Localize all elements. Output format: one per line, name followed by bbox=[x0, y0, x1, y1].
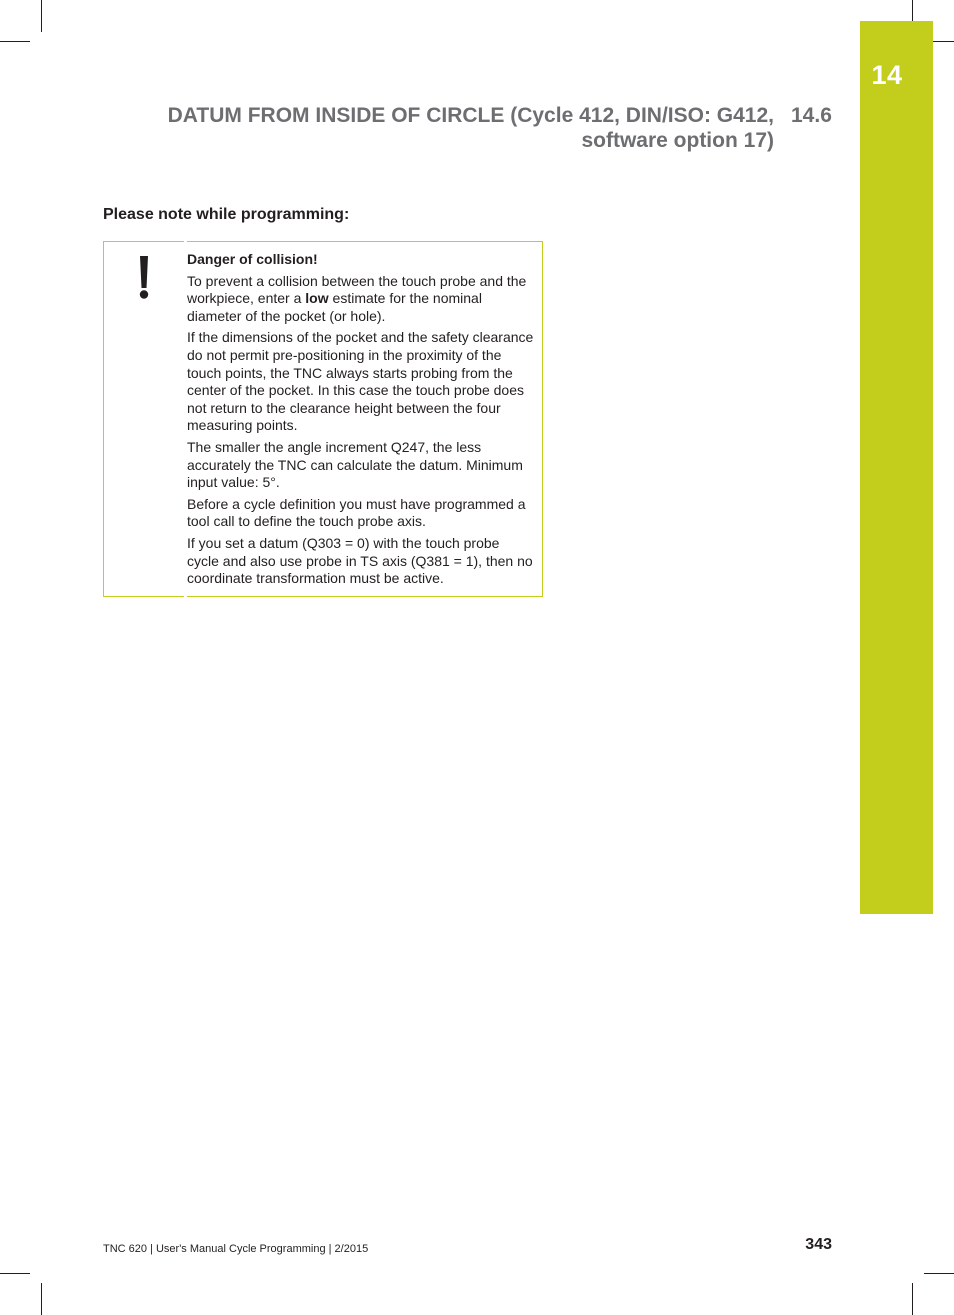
crop-mark bbox=[41, 1283, 42, 1315]
crop-mark bbox=[912, 1283, 913, 1315]
text-run: To prevent a collision between the touch probe and the workpiece, enter a bbox=[187, 272, 527, 307]
header-title-line2: software option 17) bbox=[581, 129, 774, 152]
emphasis-text: low bbox=[305, 290, 329, 307]
crop-mark bbox=[41, 0, 42, 32]
warning-paragraph: Before a cycle definition you must have programmed a tool call to define the touch probe axis. bbox=[187, 495, 526, 530]
section-number: 14.6 bbox=[791, 104, 832, 127]
crop-mark bbox=[924, 1273, 954, 1274]
header-title-line1: DATUM FROM INSIDE OF CIRCLE (Cycle 412, DIN/ISO: G412, bbox=[167, 104, 774, 127]
crop-mark bbox=[0, 41, 30, 42]
warning-paragraph: If the dimensions of the pocket and the safety clearance do not permit pre-positioning in the proximity of the touch points, the TNC always starts probing from the center of the pocket. In this case the touch probe does not return to the clearance height between the four measuring points. bbox=[187, 329, 534, 434]
warning-box bbox=[103, 241, 543, 597]
page-number: 343 bbox=[805, 1236, 832, 1253]
crop-mark bbox=[0, 1273, 30, 1274]
warning-paragraph: If you set a datum (Q303 = 0) with the touch probe cycle and also use probe in TS axis (Q381 = 1), then no coordinate transformation must be active. bbox=[187, 534, 533, 587]
exclamation-icon bbox=[134, 254, 154, 300]
box-gap bbox=[184, 596, 187, 597]
footer-text: TNC 620 | User's Manual Cycle Programming | 2/2015 bbox=[103, 1243, 369, 1255]
warning-content bbox=[187, 251, 535, 592]
chapter-tab bbox=[860, 21, 933, 914]
running-header-title bbox=[134, 103, 774, 153]
text-run: estimate for the nominal diameter of the pocket (or hole). bbox=[187, 290, 482, 324]
warning-paragraph bbox=[187, 273, 535, 326]
section-subheading: Please note while programming: bbox=[103, 206, 350, 223]
chapter-number: 14 bbox=[871, 60, 903, 90]
warning-title: Danger of collision! bbox=[187, 251, 318, 267]
box-gap bbox=[184, 241, 187, 242]
warning-paragraph: The smaller the angle increment Q247, the less accurately the TNC can calculate the datum. Minimum input value: 5°. bbox=[187, 438, 523, 491]
